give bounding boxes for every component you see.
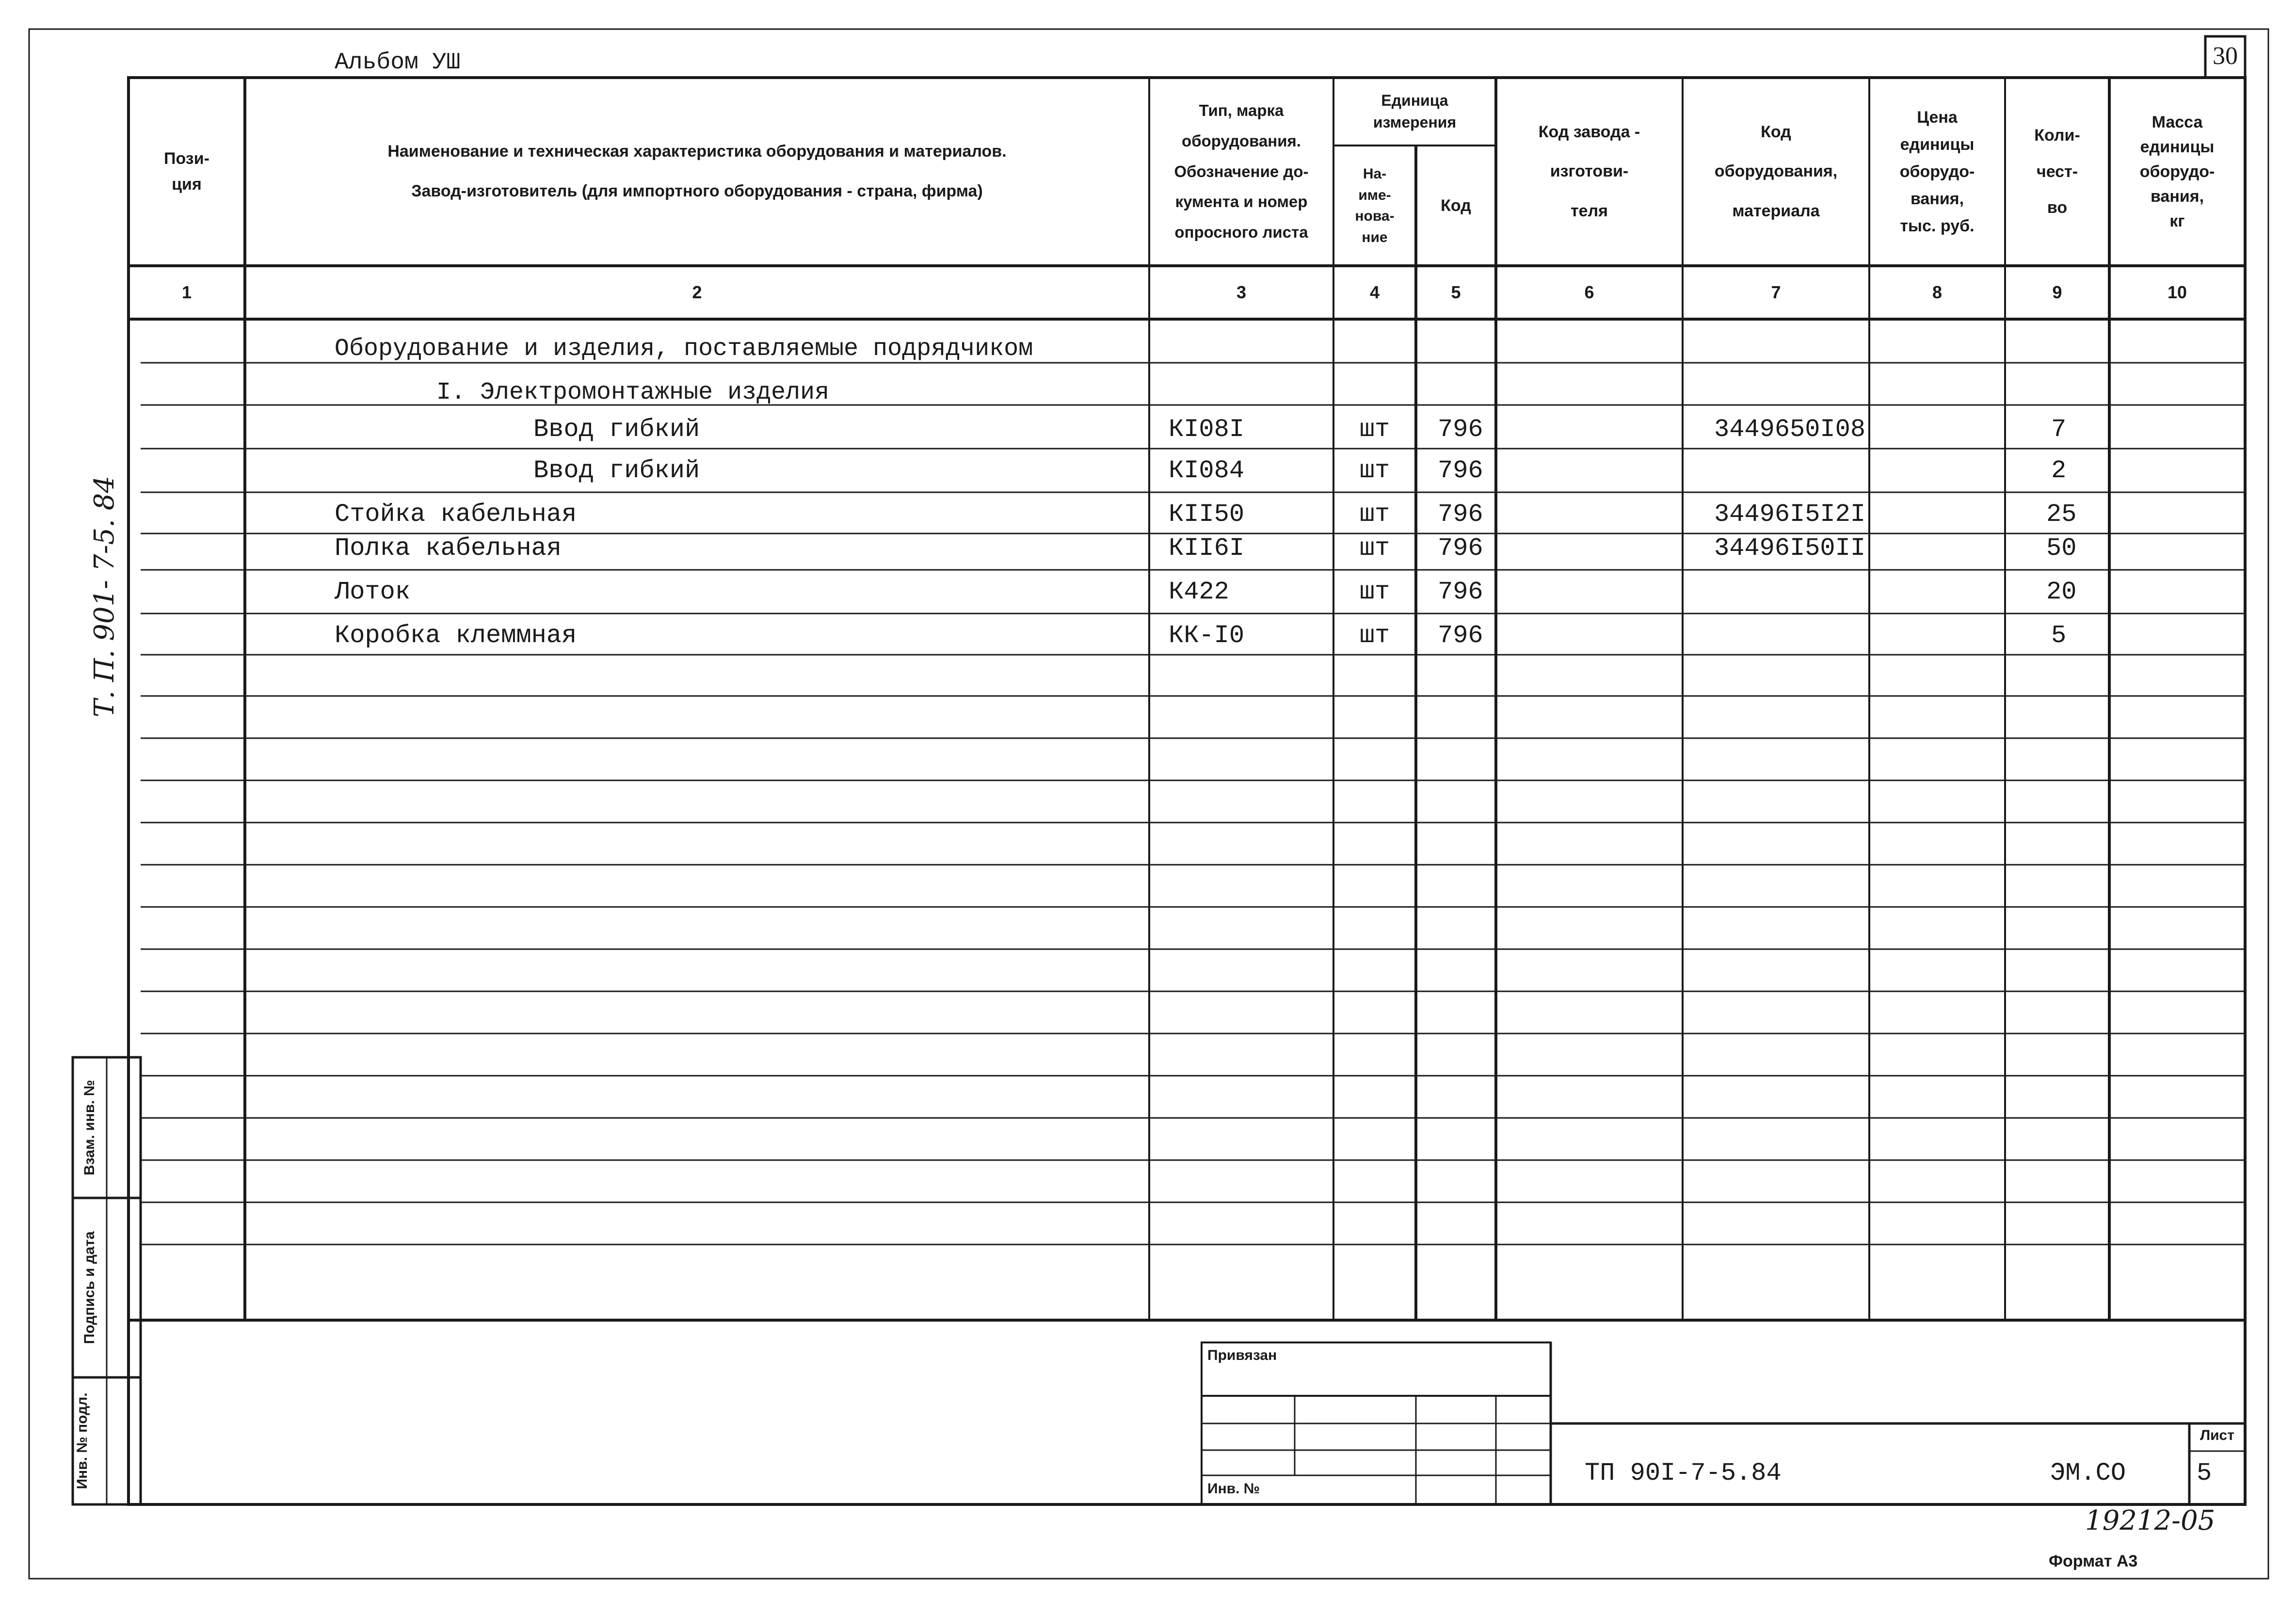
header-quantity: Коли- чест- во bbox=[2034, 126, 2080, 217]
row-name: Лоток bbox=[335, 577, 411, 606]
row-quantity: 20 bbox=[2046, 577, 2077, 606]
col-num-10: 10 bbox=[2167, 282, 2187, 302]
row-quantity: 5 bbox=[2051, 621, 2067, 650]
row-unit-code: 796 bbox=[1438, 577, 1483, 606]
col-num-2: 2 bbox=[692, 282, 702, 302]
header-type: Тип, марка оборудования. Обозначение до- кумента и номер опросного листа bbox=[1174, 101, 1309, 242]
row-unit: шт bbox=[1359, 533, 1390, 563]
row-unit-code: 796 bbox=[1438, 500, 1483, 529]
row-type: КК-I0 bbox=[1169, 621, 1245, 650]
header-unit-code: Код bbox=[1441, 196, 1471, 215]
table-row bbox=[0, 407, 2296, 451]
orig-inv-label: Инв. № подл. bbox=[74, 1392, 90, 1489]
sign-date-label: Подпись и дата bbox=[81, 1231, 97, 1344]
row-quantity: 7 bbox=[2051, 415, 2067, 444]
col-num-9: 9 bbox=[2052, 282, 2062, 302]
row-type: КI08I bbox=[1169, 415, 1245, 444]
header-price: Цена единицы оборудо- вания, тыс. руб. bbox=[1899, 108, 1975, 236]
row-quantity: 25 bbox=[2046, 500, 2077, 529]
table-row bbox=[0, 449, 2296, 492]
margin-designation: Т. П. 901- 7-5. 84 bbox=[88, 475, 120, 718]
row-quantity: 50 bbox=[2046, 533, 2077, 563]
header-mass: Масса единицы оборудо- вания, кг bbox=[2139, 113, 2215, 230]
row-type: К422 bbox=[1169, 577, 1229, 606]
row-name: Коробка клеммная bbox=[335, 621, 577, 650]
table-row bbox=[0, 526, 2296, 570]
row-type: КI084 bbox=[1169, 456, 1245, 485]
col-num-3: 3 bbox=[1236, 282, 1247, 302]
table-row bbox=[0, 570, 2296, 614]
col-num-5: 5 bbox=[1451, 282, 1461, 302]
header-factory-code: Код завода - изготови- теля bbox=[1538, 122, 1640, 220]
row-material-code: 34496I50II bbox=[1714, 533, 1866, 563]
row-name: Ввод гибкий bbox=[533, 415, 700, 444]
row-type: КII50 bbox=[1169, 500, 1245, 529]
doc-code: ЭМ.СО bbox=[2050, 1459, 2126, 1487]
row-unit-code: 796 bbox=[1438, 533, 1483, 563]
header-material-code: Код оборудования, материала bbox=[1714, 122, 1838, 220]
section-title: Оборудование и изделия, поставляемые подрядчиком bbox=[335, 335, 1033, 363]
sheet-number: 5 bbox=[2197, 1459, 2212, 1487]
header-position: Пози- ция bbox=[164, 149, 209, 194]
subsection-title: I. Электромонтажные изделия bbox=[436, 379, 830, 406]
row-unit-code: 796 bbox=[1438, 415, 1483, 444]
col-num-7: 7 bbox=[1771, 282, 1781, 302]
row-unit-code: 796 bbox=[1438, 456, 1483, 485]
row-name: Ввод гибкий bbox=[533, 456, 700, 485]
col-num-6: 6 bbox=[1584, 282, 1594, 302]
row-type: КII6I bbox=[1169, 533, 1245, 563]
table-row bbox=[0, 614, 2296, 657]
page-number: 30 bbox=[2213, 42, 2238, 70]
sheet-label: Лист bbox=[2200, 1427, 2234, 1443]
col-num-8: 8 bbox=[1932, 282, 1943, 302]
row-unit-code: 796 bbox=[1438, 621, 1483, 650]
row-unit: шт bbox=[1359, 456, 1390, 485]
row-unit: шт bbox=[1359, 577, 1390, 606]
inv-no-label: Инв. № bbox=[1207, 1481, 1260, 1497]
format-label: Формат А3 bbox=[2049, 1552, 2138, 1570]
album-label: Альбом УШ bbox=[335, 49, 461, 76]
header-unit-name: На- име- нова- ние bbox=[1355, 166, 1395, 245]
replace-inv-label: Взам. инв. № bbox=[81, 1080, 97, 1176]
row-quantity: 2 bbox=[2051, 456, 2067, 485]
row-material-code: 3449650I08 bbox=[1714, 415, 1866, 444]
row-unit: шт bbox=[1359, 415, 1390, 444]
col-num-1: 1 bbox=[181, 282, 192, 302]
designation: ТП 90I-7-5.84 bbox=[1585, 1459, 1782, 1487]
row-unit: шт bbox=[1359, 500, 1390, 529]
header-unit-group: Единица измерения bbox=[1373, 92, 1457, 131]
col-num-4: 4 bbox=[1369, 282, 1380, 302]
row-name: Стойка кабельная bbox=[335, 500, 577, 529]
linked-label: Привязан bbox=[1207, 1347, 1277, 1363]
handwritten-number: 19212-05 bbox=[2085, 1505, 2216, 1536]
row-unit: шт bbox=[1359, 621, 1390, 650]
row-material-code: 34496I5I2I bbox=[1714, 500, 1866, 529]
row-name: Полка кабельная bbox=[335, 533, 562, 563]
header-name: Наименование и техническая характеристика оборудования и материалов. Завод-изготовитель (для импортного оборудования - страна, фирма) bbox=[387, 142, 1007, 200]
